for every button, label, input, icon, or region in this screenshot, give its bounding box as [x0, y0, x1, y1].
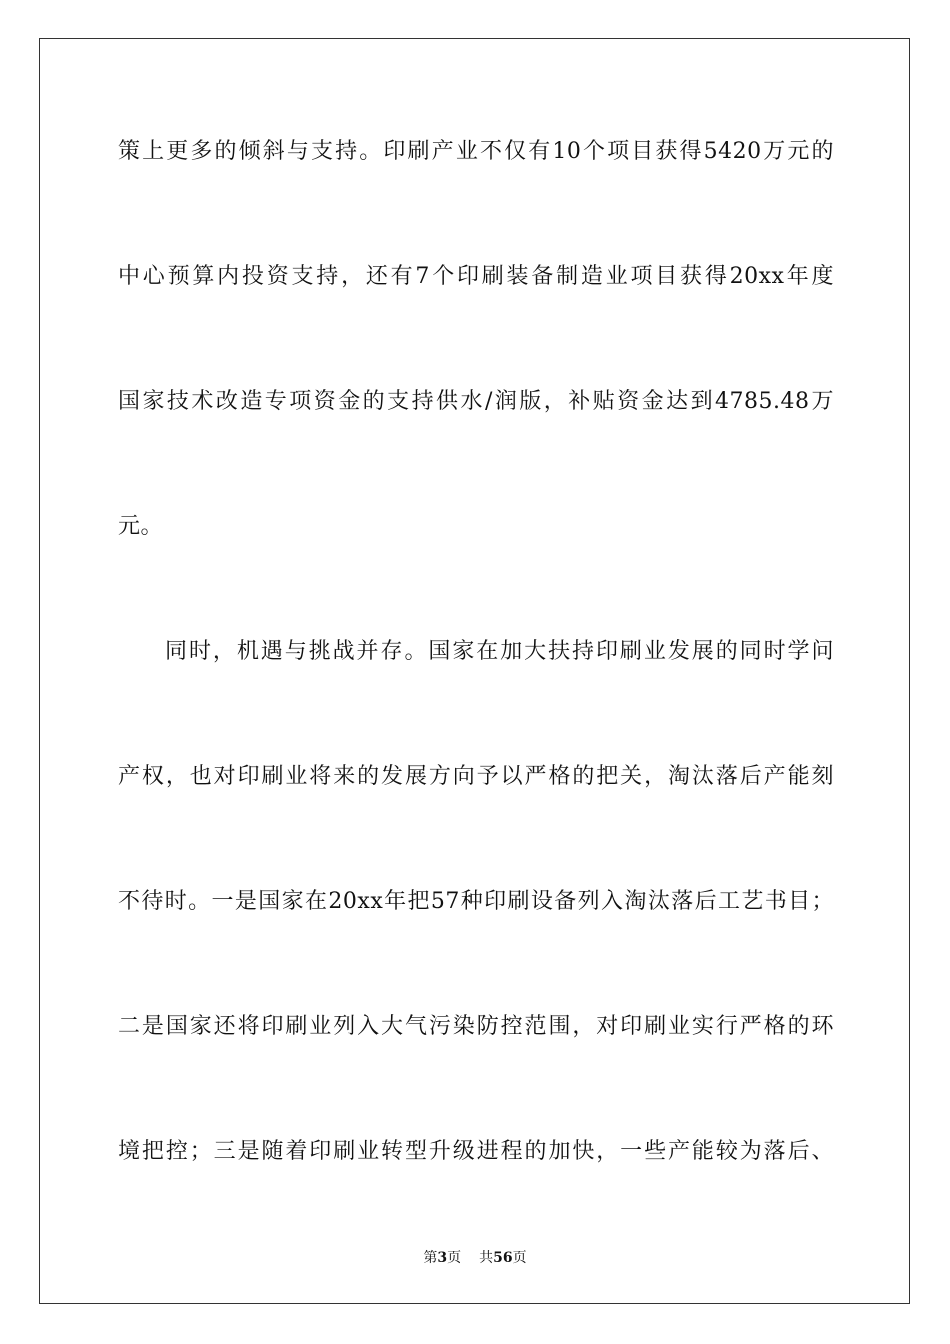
body-line-4: 元。	[118, 514, 164, 539]
body-line-8: 二是国家还将印刷业列入大气污染防控范围，对印刷业实行严格的环	[118, 1014, 834, 1039]
body-line-3: 国家技术改造专项资金的支持供水/润版，补贴资金达到4785.48万	[118, 389, 834, 414]
page-footer	[0, 1248, 950, 1268]
body-line-7: 不待时。一是国家在20xx年把57种印刷设备列入淘汰落后工艺书目；	[118, 889, 834, 914]
page-suffix: 页	[447, 1250, 462, 1266]
total-suffix: 页	[512, 1250, 527, 1266]
body-line-2: 中心预算内投资支持，还有7个印刷装备制造业项目获得20xx年度	[118, 264, 834, 289]
total-pages: 56	[493, 1250, 513, 1266]
page-number: 3	[437, 1250, 448, 1266]
body-line-5: 同时，机遇与挑战并存。国家在加大扶持印刷业发展的同时学问	[165, 639, 834, 664]
body-line-6: 产权，也对印刷业将来的发展方向予以严格的把关，淘汰落后产能刻	[118, 764, 834, 789]
body-line-1: 策上更多的倾斜与支持。印刷产业不仅有10个项目获得5420万元的	[118, 139, 834, 164]
body-line-9: 境把控；三是随着印刷业转型升级进程的加快，一些产能较为落后、	[118, 1139, 834, 1164]
page-prefix: 第	[423, 1250, 438, 1266]
page-border	[39, 38, 910, 1304]
total-prefix: 共	[479, 1250, 494, 1266]
